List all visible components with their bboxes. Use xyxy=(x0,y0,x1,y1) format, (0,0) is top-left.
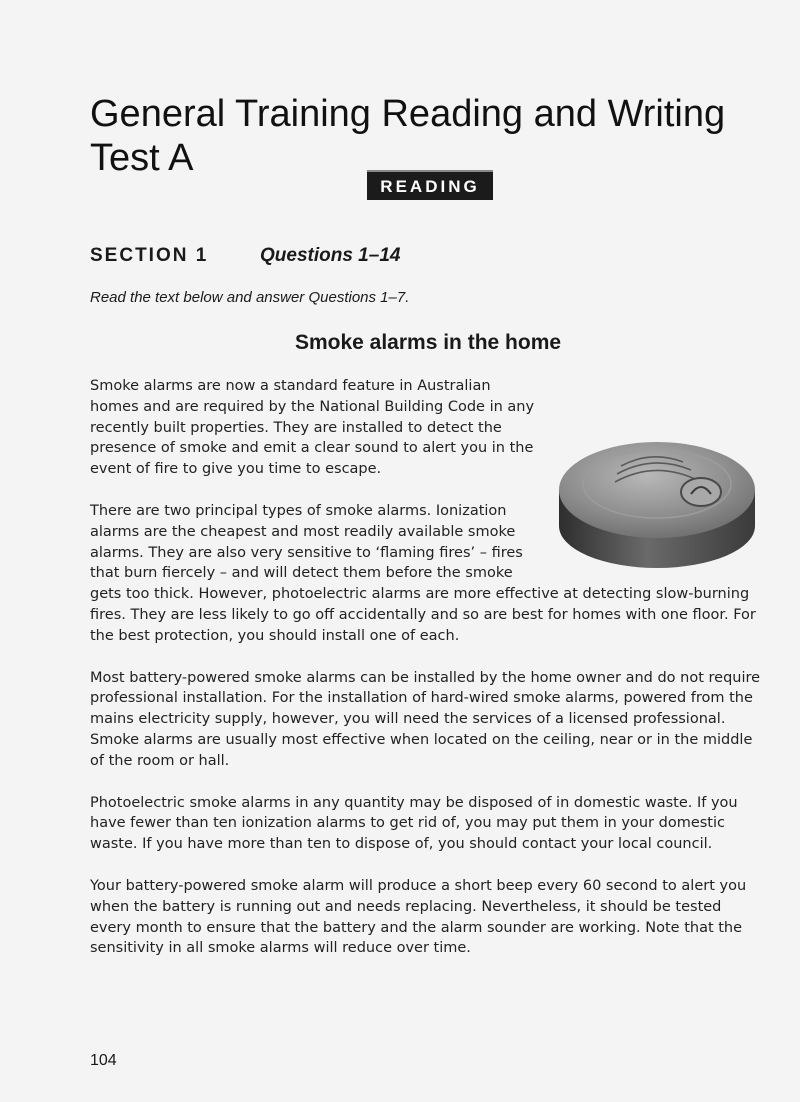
smoke-alarm-image xyxy=(551,414,763,574)
article-body xyxy=(90,376,765,980)
article-paragraph: Smoke alarms are now a standard feature in Australian homes and are required by the National Building Code in any recently built properties. They are installed to detect the presence of smoke and emit a clear sound to alert you in the event of fire to give you time to escape. xyxy=(90,378,535,478)
article-paragraph: There are two principal types of smoke alarms. Ionization alarms are the cheapest and most readily available smoke alarms. They are also very sensitive to ‘flaming fires’ – fires that burn fiercely – and will detect them before the smoke gets too thick. However, photoelectric alarms are more effective at detecting slow-burning fires. They are less likely to go off accidentally and so are best for homes with one floor. For the best protection, you should install one of each. xyxy=(90,502,756,644)
page-title: General Training Reading and Writing Test A xyxy=(90,93,726,179)
article-paragraph: Photoelectric smoke alarms in any quantity may be disposed of in domestic waste. If you have fewer than ten ionization alarms to get rid of, you may put them in your domestic waste. If you have more than ten to dispose of, you should contact your local council. xyxy=(90,794,738,853)
page-number: 104 xyxy=(90,1052,117,1069)
reading-badge: READING xyxy=(367,170,493,200)
article-paragraph: Your battery-powered smoke alarm will produce a short beep every 60 second to alert you when the battery is running out and needs replacing. Nevertheless, it should be tested every month to ensure that the battery and the alarm sounder are working. Note that the sensitivity in all smoke alarms will reduce over time. xyxy=(90,877,747,957)
section-label: SECTION 1 xyxy=(90,245,209,266)
section-questions: Questions 1–14 xyxy=(260,245,401,266)
article-paragraph: Most battery-powered smoke alarms can be installed by the home owner and do not require professional installation. For the installation of hard-wired smoke alarms, powered from the mains electricity supply, however, you will need the services of a licensed professional. Smoke alarms are usually most effective when located on the ceiling, near or in the middle of the room or hall. xyxy=(90,669,761,769)
article-title: Smoke alarms in the home xyxy=(294,331,562,354)
instruction-text: Read the text below and answer Questions 1–7. xyxy=(90,289,410,306)
